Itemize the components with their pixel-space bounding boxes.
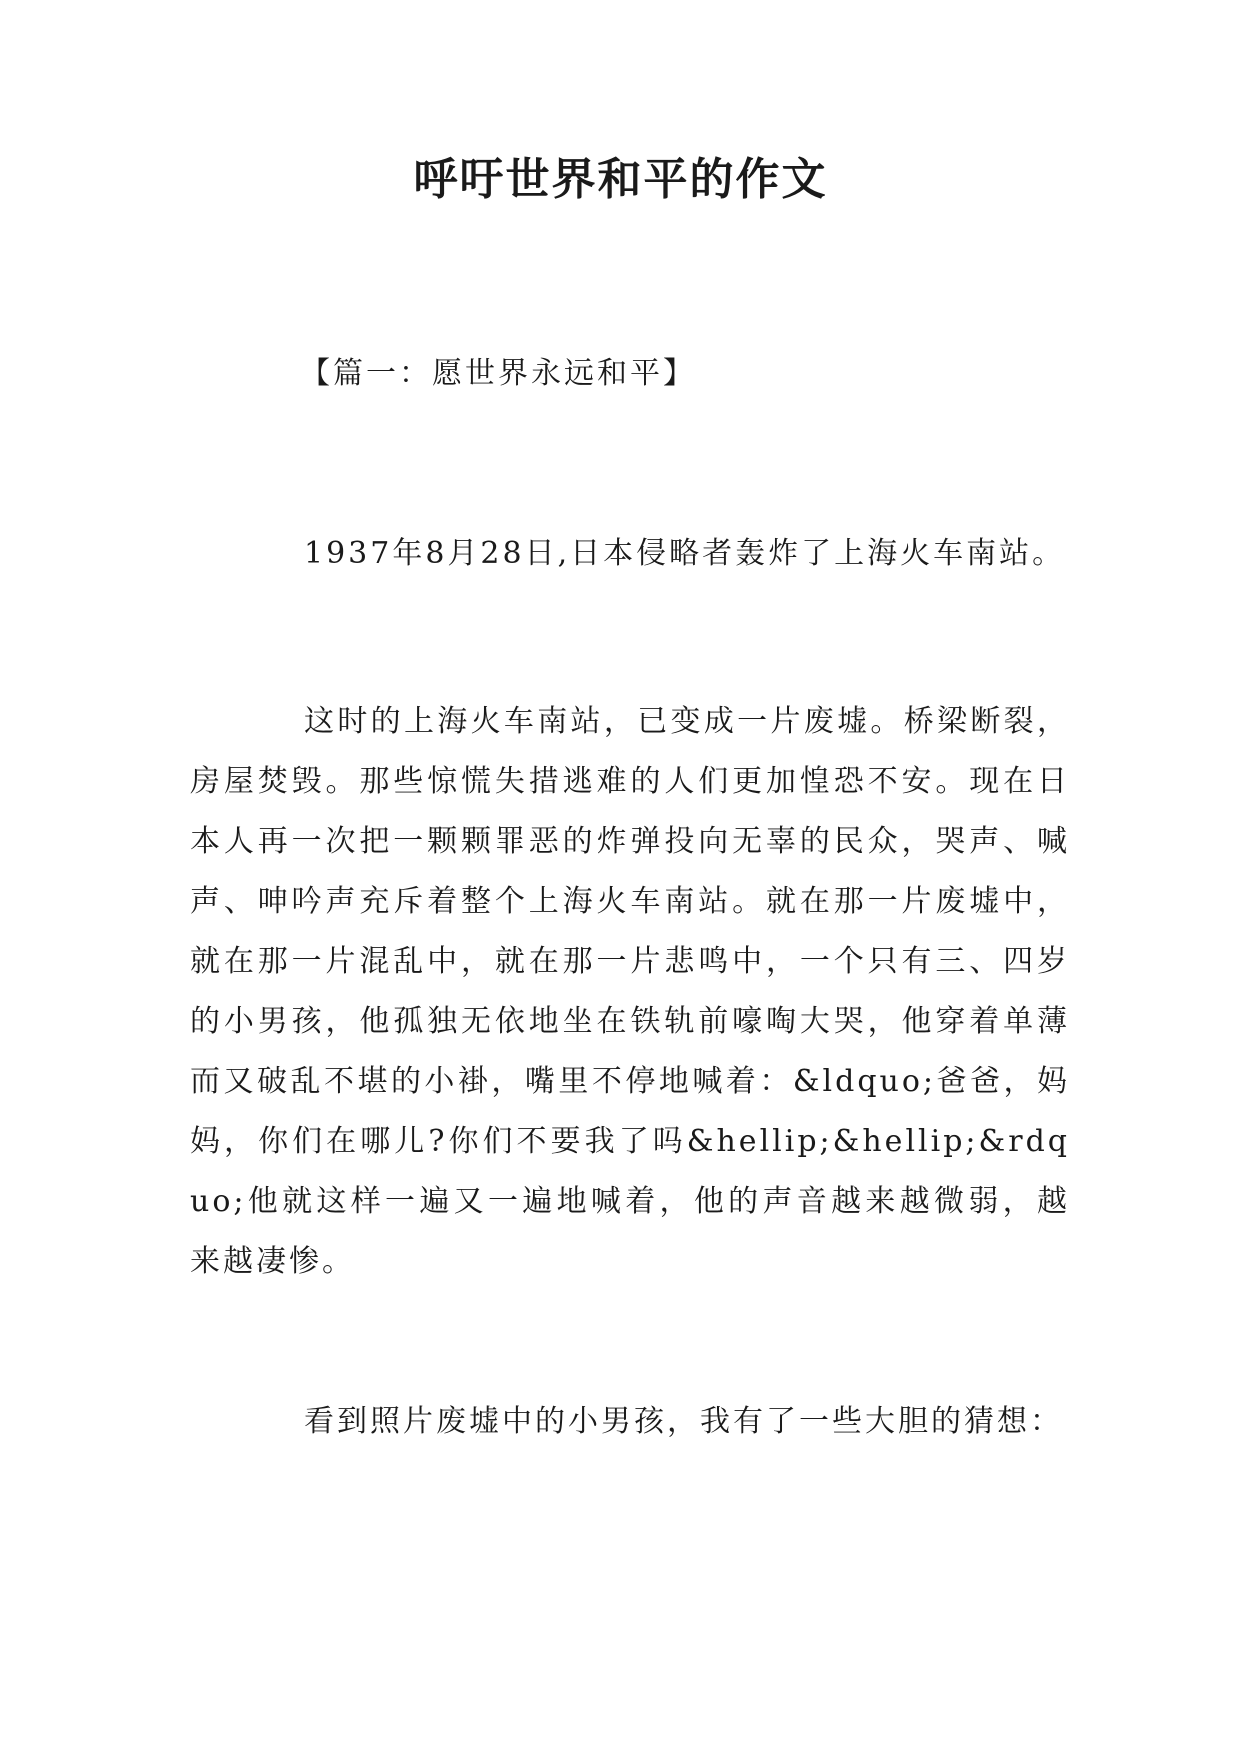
paragraph-3: 看到照片废墟中的小男孩，我有了一些大胆的猜想： — [304, 1404, 1063, 1439]
section-heading: 【篇一：愿世界永远和平】 — [300, 356, 696, 391]
document-title: 呼吁世界和平的作文 — [413, 154, 828, 205]
paragraph-2: 这时的上海火车南站，已变成一片废墟。桥梁断裂，房屋焚毁。那些惊慌失措逃难的人们更加惶恐不安。现在日本人再一次把一颗颗罪恶的炸弹投向无辜的民众，哭声、喊声、呻吟声充斥着整个上海火车南站。就在那一片废墟中，就在那一片混乱中，就在那一片悲鸣中，一个只有三、四岁的小男孩，他孤独无依地坐在铁轨前嚎啕大哭，他穿着单薄而又破乱不堪的小褂，嘴里不停地喊着：&ldquo;爸爸，妈妈，你们在哪儿?你们不要我了吗&hellip;&hellip;&rdquo;他就这样一遍又一遍地喊着，他的声音越来越微弱，越来越凄惨。 — [190, 704, 1070, 1279]
paragraph-1: 1937年8月28日,日本侵略者轰炸了上海火车南站。 — [304, 536, 1066, 571]
